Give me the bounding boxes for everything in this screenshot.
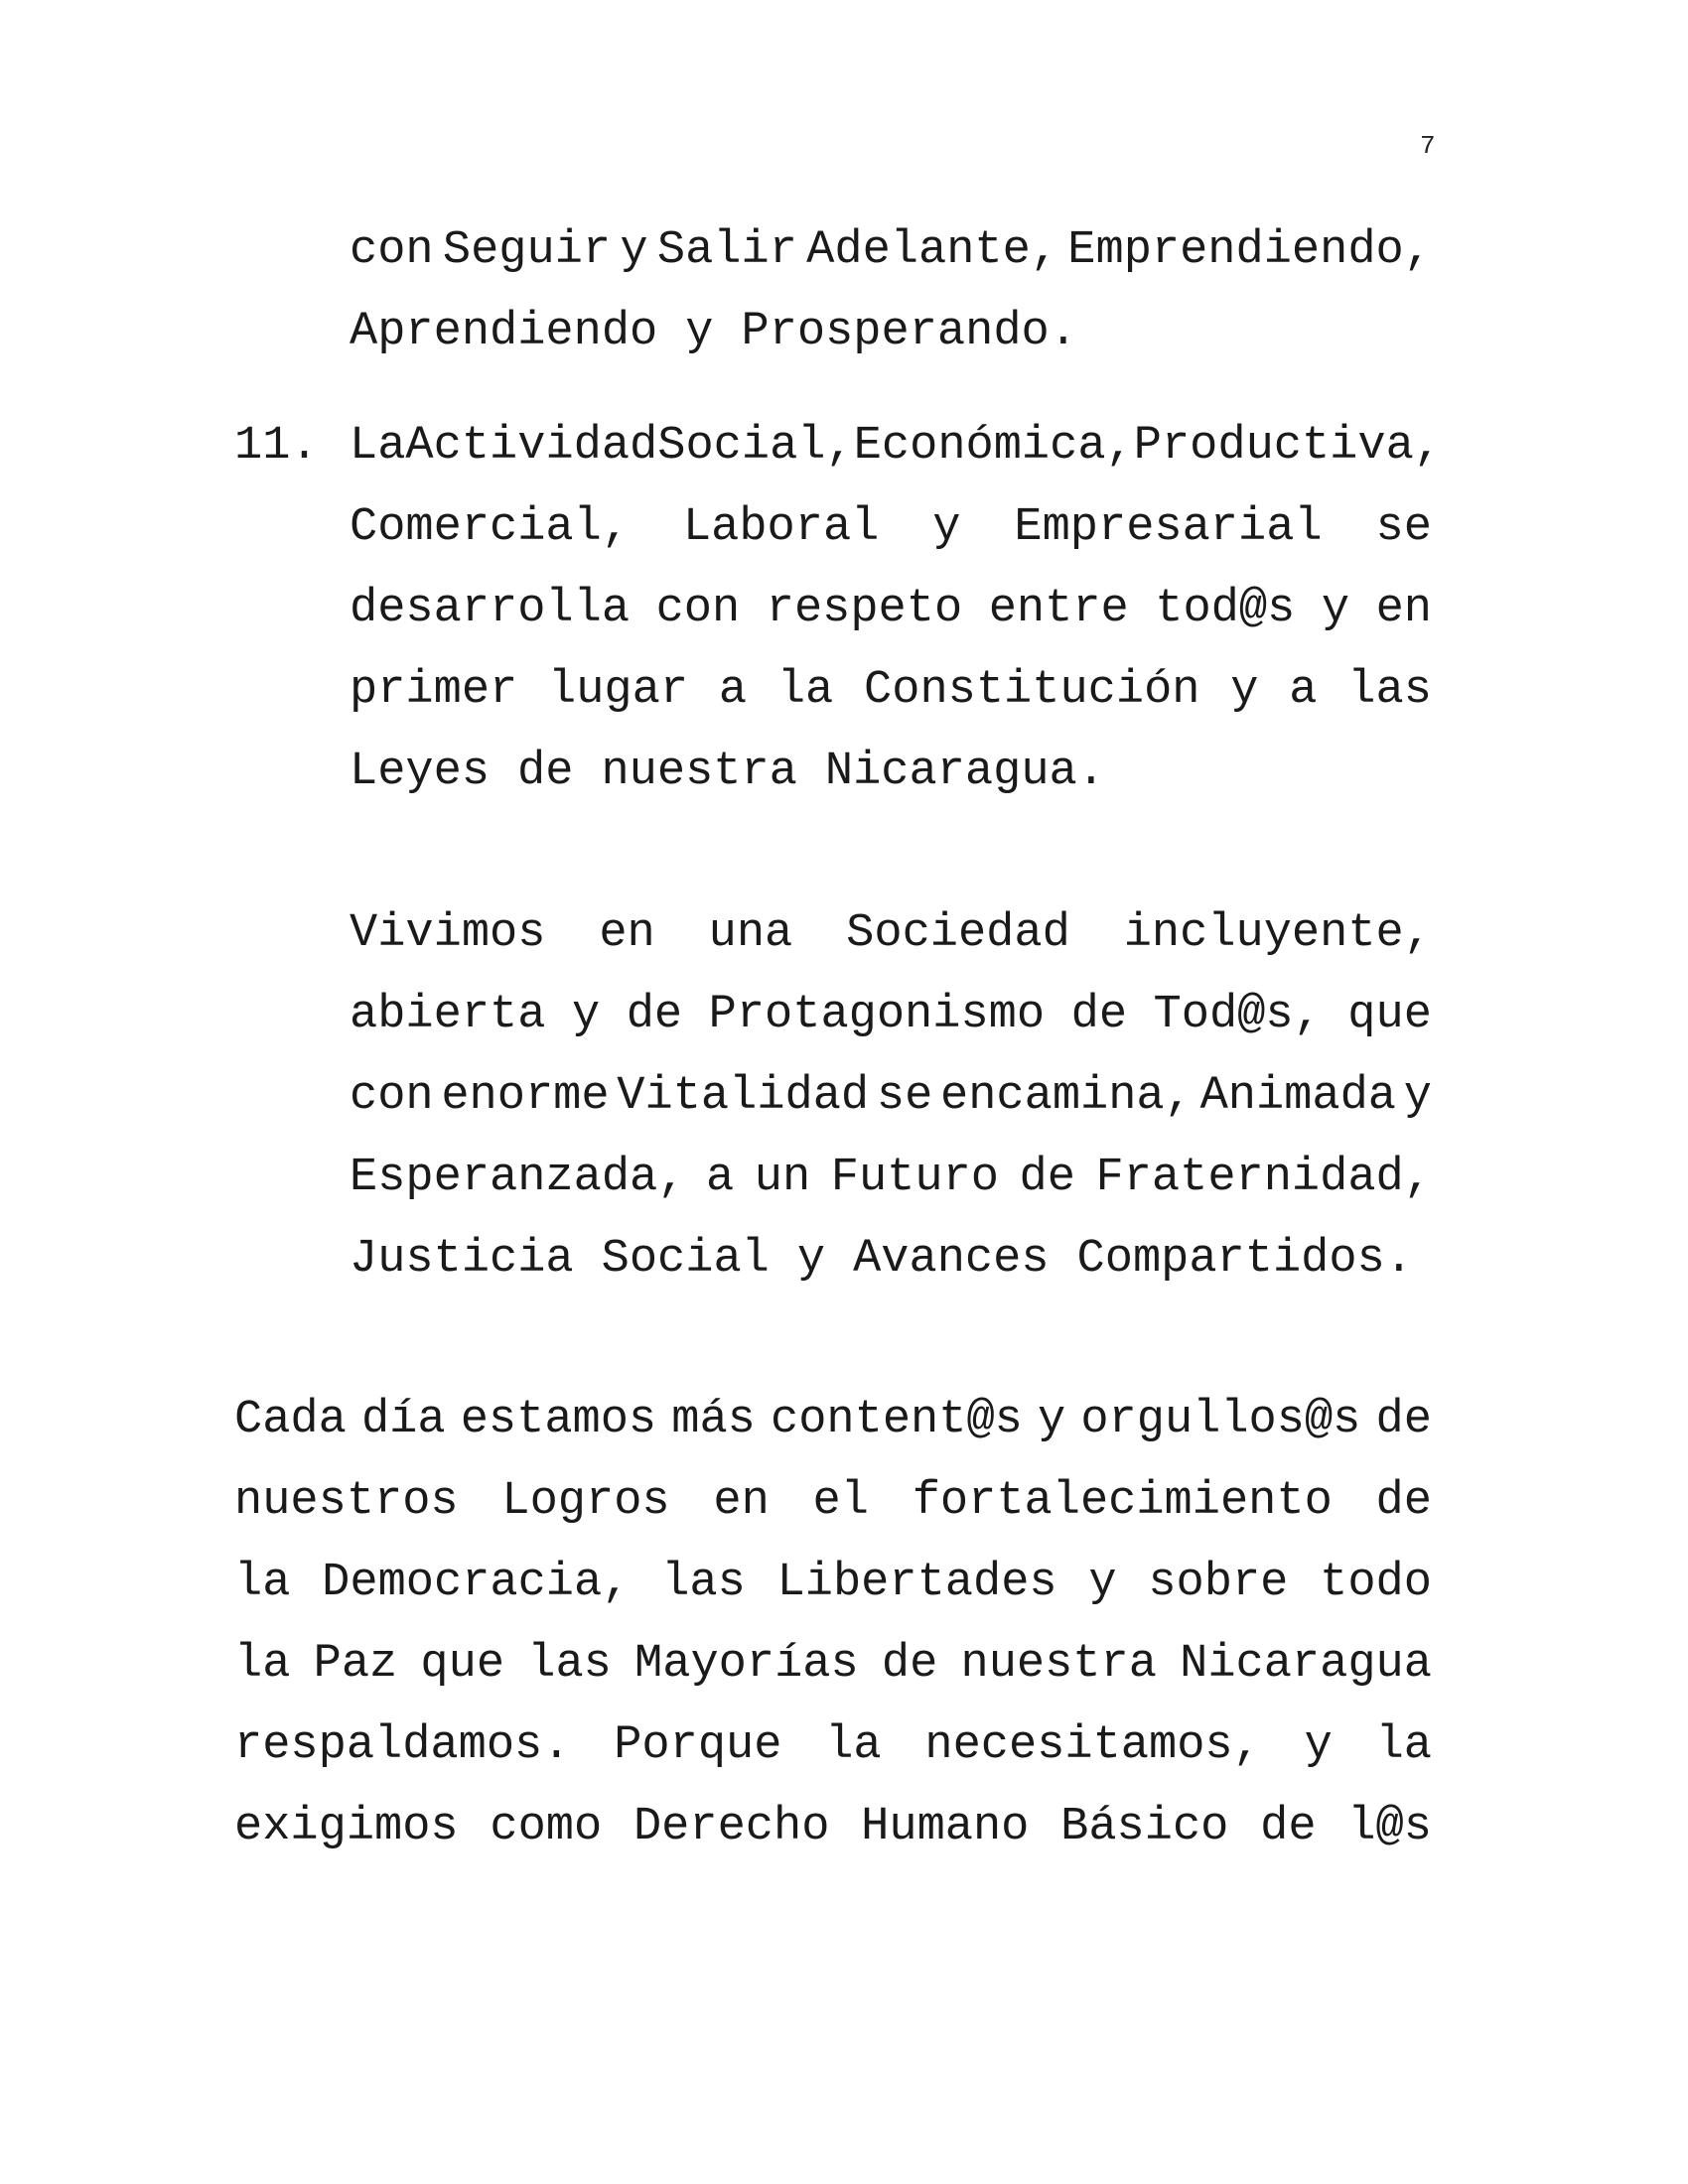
word: respeto [766,583,963,635]
text-line [350,292,1432,373]
page-number: 7 [1420,131,1436,161]
word: con [655,583,741,635]
text-line [234,1543,1432,1624]
word: una [708,907,793,960]
word: tod@s [1155,583,1296,635]
word: la [1375,1719,1432,1772]
closing-paragraph [234,1380,1432,1868]
continuation-paragraph [350,210,1432,373]
word: la [776,664,834,717]
word: Constitución [864,664,1200,717]
word: día [360,1394,446,1446]
word: Aprendiendo [350,306,658,358]
word: Derecho [633,1801,830,1853]
word: de [1260,1801,1317,1853]
word: de [1375,1394,1432,1446]
word: l@s [1347,1801,1432,1853]
word: Social, [657,420,854,473]
word: sobre [1148,1557,1289,1609]
word: que [1347,989,1432,1041]
list-item-paragraph [350,406,1443,813]
word: Prosperando. [741,306,1077,358]
text-line [350,1138,1432,1219]
word: en [713,1475,770,1528]
word: y [1088,1557,1117,1609]
word: la [234,1557,291,1609]
list-item-paragraph-2 [350,893,1432,1300]
word: Empresarial [1014,501,1323,554]
word: las [1347,664,1432,717]
word: de [881,1638,938,1691]
text-line [350,569,1432,650]
word: Laboral [682,501,880,554]
word: más [671,1394,756,1446]
word: y [1321,583,1350,635]
word: Comercial, [350,501,631,554]
word: Logros [501,1475,670,1528]
word: de [517,746,574,798]
word: el [812,1475,869,1528]
word: abierta [350,989,546,1041]
word: y [685,306,714,358]
word: y [796,1233,826,1286]
word: La [350,420,406,473]
text-line [350,406,1443,487]
word: incluyente, [1123,907,1432,960]
word: Nicaragua. [824,746,1105,798]
word: Cada [234,1394,347,1446]
word: se [876,1070,933,1123]
word: Adelante, [806,224,1059,277]
word: en [599,907,655,960]
word: Social [601,1233,770,1286]
word: entre [988,583,1129,635]
word: Justicia [350,1233,574,1286]
word: primer [350,664,518,717]
word: y [571,989,601,1041]
text-line [350,650,1432,732]
word: Protagonismo [708,989,1046,1041]
word: de [1019,1152,1075,1204]
word: encamina, [940,1070,1193,1123]
word: Leyes [350,746,491,798]
word: enorme [441,1070,610,1123]
word: estamos [460,1394,657,1446]
list-item-number: 11. [234,420,319,473]
text-line [350,893,1432,975]
word: Salir [656,224,797,277]
word: Emprendiendo, [1067,224,1432,277]
word: nuestra [601,746,797,798]
word: Compartidos. [1076,1233,1413,1286]
word: las [527,1638,612,1691]
word: respaldamos. [234,1719,571,1772]
word: nuestros [234,1475,459,1528]
word: las [661,1557,746,1609]
word: lugar [548,664,689,717]
text-line [350,732,1432,813]
word: la [234,1638,291,1691]
word: Productiva, [1133,420,1443,473]
word: Seguir [442,224,612,277]
word: Fraternidad, [1095,1152,1432,1204]
text-line [234,1461,1432,1543]
word: que [420,1638,505,1691]
word: nuestra [960,1638,1157,1691]
word: desarrolla [350,583,631,635]
word: y [1230,664,1259,717]
word: a [706,1152,735,1204]
word: con [350,224,434,277]
word: content@s [771,1394,1023,1446]
word: de [1070,989,1128,1041]
text-line [350,210,1432,292]
word: a [1289,664,1318,717]
word: Esperanzada, [350,1152,686,1204]
word: Vitalidad [617,1070,870,1123]
text-line [234,1787,1432,1868]
word: Nicaragua [1180,1638,1432,1691]
word: Tod@s, [1153,989,1322,1041]
word: y [1304,1719,1333,1772]
word: Económica, [853,420,1134,473]
text-line [234,1706,1432,1787]
word: todo [1320,1557,1432,1609]
word: y [1037,1394,1066,1446]
word: Vivimos [350,907,546,960]
text-line [350,487,1432,569]
word: de [626,989,683,1041]
word: y [932,501,961,554]
word: Democracia, [322,1557,631,1609]
text-line [350,975,1432,1056]
word: Básico [1060,1801,1229,1853]
text-line [234,1624,1432,1706]
word: con [350,1070,434,1123]
word: exigimos [234,1801,459,1853]
word: Futuro [830,1152,999,1204]
word: Avances [853,1233,1050,1286]
word: Animada [1199,1070,1396,1123]
word: Actividad [405,420,658,473]
word: necesitamos, [924,1719,1261,1772]
word: se [1375,501,1432,554]
word: un [754,1152,811,1204]
text-line [234,1380,1432,1461]
word: a [718,664,748,717]
text-line [350,1219,1432,1300]
word: como [490,1801,603,1853]
word: fortalecimiento [912,1475,1333,1528]
word: Paz [313,1638,398,1691]
word: de [1375,1475,1432,1528]
word: Porque [614,1719,782,1772]
word: Libertades [776,1557,1057,1609]
word: Sociedad [846,907,1070,960]
word: orgullos@s [1080,1394,1361,1446]
text-line [350,1056,1432,1138]
word: y [620,224,648,277]
word: y [1403,1070,1432,1123]
word: la [825,1719,882,1772]
word: Mayorías [634,1638,859,1691]
word: Humano [861,1801,1030,1853]
word: en [1375,583,1432,635]
